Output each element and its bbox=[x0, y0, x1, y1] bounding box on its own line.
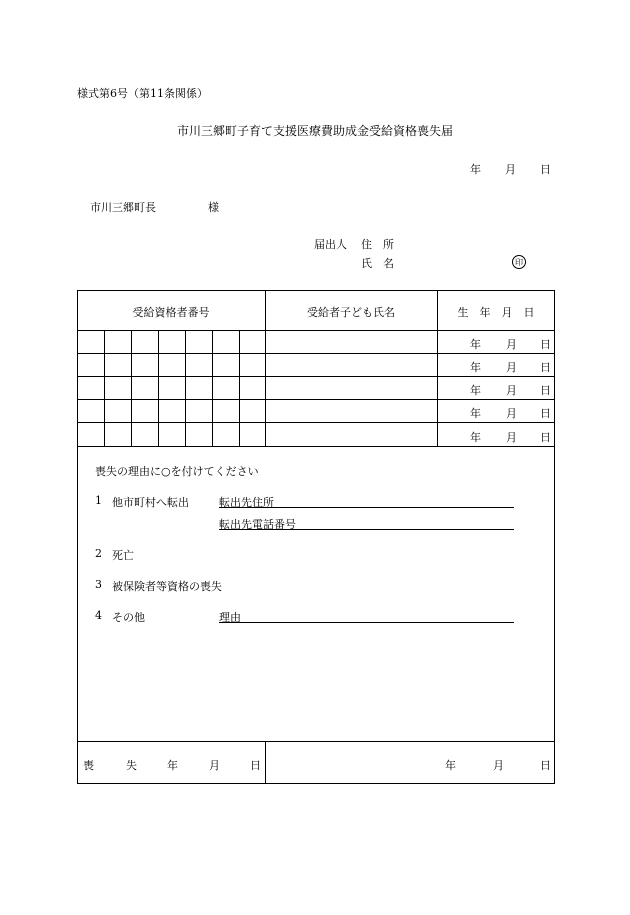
row-year: 年 bbox=[470, 338, 481, 351]
reason-label-2: 死亡 bbox=[112, 549, 134, 562]
applicant-label: 届出人 bbox=[314, 238, 347, 251]
row-month: 月 bbox=[506, 361, 517, 374]
addressee-name: 市川三郷町長 bbox=[90, 201, 156, 214]
reason-num-3: 3 bbox=[95, 578, 102, 591]
other-reason-label: 理由 bbox=[219, 611, 241, 624]
date-year-label: 年 bbox=[470, 163, 481, 176]
row-year: 年 bbox=[470, 407, 481, 420]
applicant-name-label: 氏 名 bbox=[361, 257, 394, 270]
loss-date-label-char: 年 bbox=[167, 759, 178, 772]
row-divider bbox=[77, 353, 555, 354]
row-year: 年 bbox=[470, 361, 481, 374]
col-header-birthdate: 生 年 月 日 bbox=[457, 306, 535, 319]
digit-cell-divider bbox=[239, 330, 240, 446]
reason-num-2: 2 bbox=[95, 547, 102, 560]
row-day: 日 bbox=[540, 361, 551, 374]
form-table bbox=[77, 290, 555, 784]
move-address-line bbox=[219, 507, 514, 508]
applicant-address-label: 住 所 bbox=[361, 238, 394, 251]
digit-cell-divider bbox=[185, 330, 186, 446]
move-address-label: 転出先住所 bbox=[219, 496, 274, 509]
addressee-honorific: 様 bbox=[208, 201, 219, 214]
row-month: 月 bbox=[506, 384, 517, 397]
reason-label-1: 他市町村へ転出 bbox=[112, 496, 189, 509]
loss-date-column-divider bbox=[265, 741, 266, 784]
row-divider bbox=[77, 376, 555, 377]
digit-cell-divider bbox=[104, 330, 105, 446]
col-header-child-name: 受給者子ども氏名 bbox=[307, 306, 395, 319]
seal-mark: 印 bbox=[512, 255, 526, 269]
col-header-number: 受給資格者番号 bbox=[132, 306, 210, 319]
page-title: 市川三郷町子育て支援医療費助成金受給資格喪失届 bbox=[176, 124, 453, 138]
form-number: 様式第6号（第11条関係） bbox=[77, 87, 208, 100]
date-month-label: 月 bbox=[505, 163, 516, 176]
loss-date-day: 日 bbox=[540, 759, 551, 772]
digit-cell-divider bbox=[131, 330, 132, 446]
loss-date-label-char: 失 bbox=[126, 759, 137, 772]
reason-num-1: 1 bbox=[95, 494, 102, 507]
row-month: 月 bbox=[506, 407, 517, 420]
row-divider bbox=[77, 399, 555, 400]
digit-cell-divider bbox=[212, 330, 213, 446]
loss-date-label-char: 日 bbox=[250, 759, 261, 772]
loss-date-month: 月 bbox=[493, 759, 504, 772]
reason-label-3: 被保険者等資格の喪失 bbox=[112, 580, 222, 593]
move-phone-line bbox=[219, 529, 514, 530]
reason-label-4: その他 bbox=[112, 611, 145, 624]
table-bottom-divider bbox=[77, 446, 555, 447]
row-day: 日 bbox=[540, 407, 551, 420]
loss-date-year: 年 bbox=[445, 759, 456, 772]
row-day: 日 bbox=[540, 384, 551, 397]
row-month: 月 bbox=[506, 338, 517, 351]
reason-num-4: 4 bbox=[95, 609, 102, 622]
other-reason-line bbox=[219, 622, 514, 623]
row-divider bbox=[77, 422, 555, 423]
row-year: 年 bbox=[470, 431, 481, 444]
date-day-label: 日 bbox=[540, 163, 551, 176]
table-header-divider bbox=[77, 330, 555, 331]
loss-date-divider bbox=[77, 741, 555, 742]
reason-instruction: 喪失の理由に○を付けてください bbox=[95, 465, 259, 478]
loss-date-label-char: 喪 bbox=[83, 759, 94, 772]
row-month: 月 bbox=[506, 431, 517, 444]
digit-cell-divider bbox=[158, 330, 159, 446]
row-day: 日 bbox=[540, 431, 551, 444]
row-day: 日 bbox=[540, 338, 551, 351]
row-year: 年 bbox=[470, 384, 481, 397]
loss-date-label-char: 月 bbox=[209, 759, 220, 772]
move-phone-label: 転出先電話番号 bbox=[219, 518, 296, 531]
